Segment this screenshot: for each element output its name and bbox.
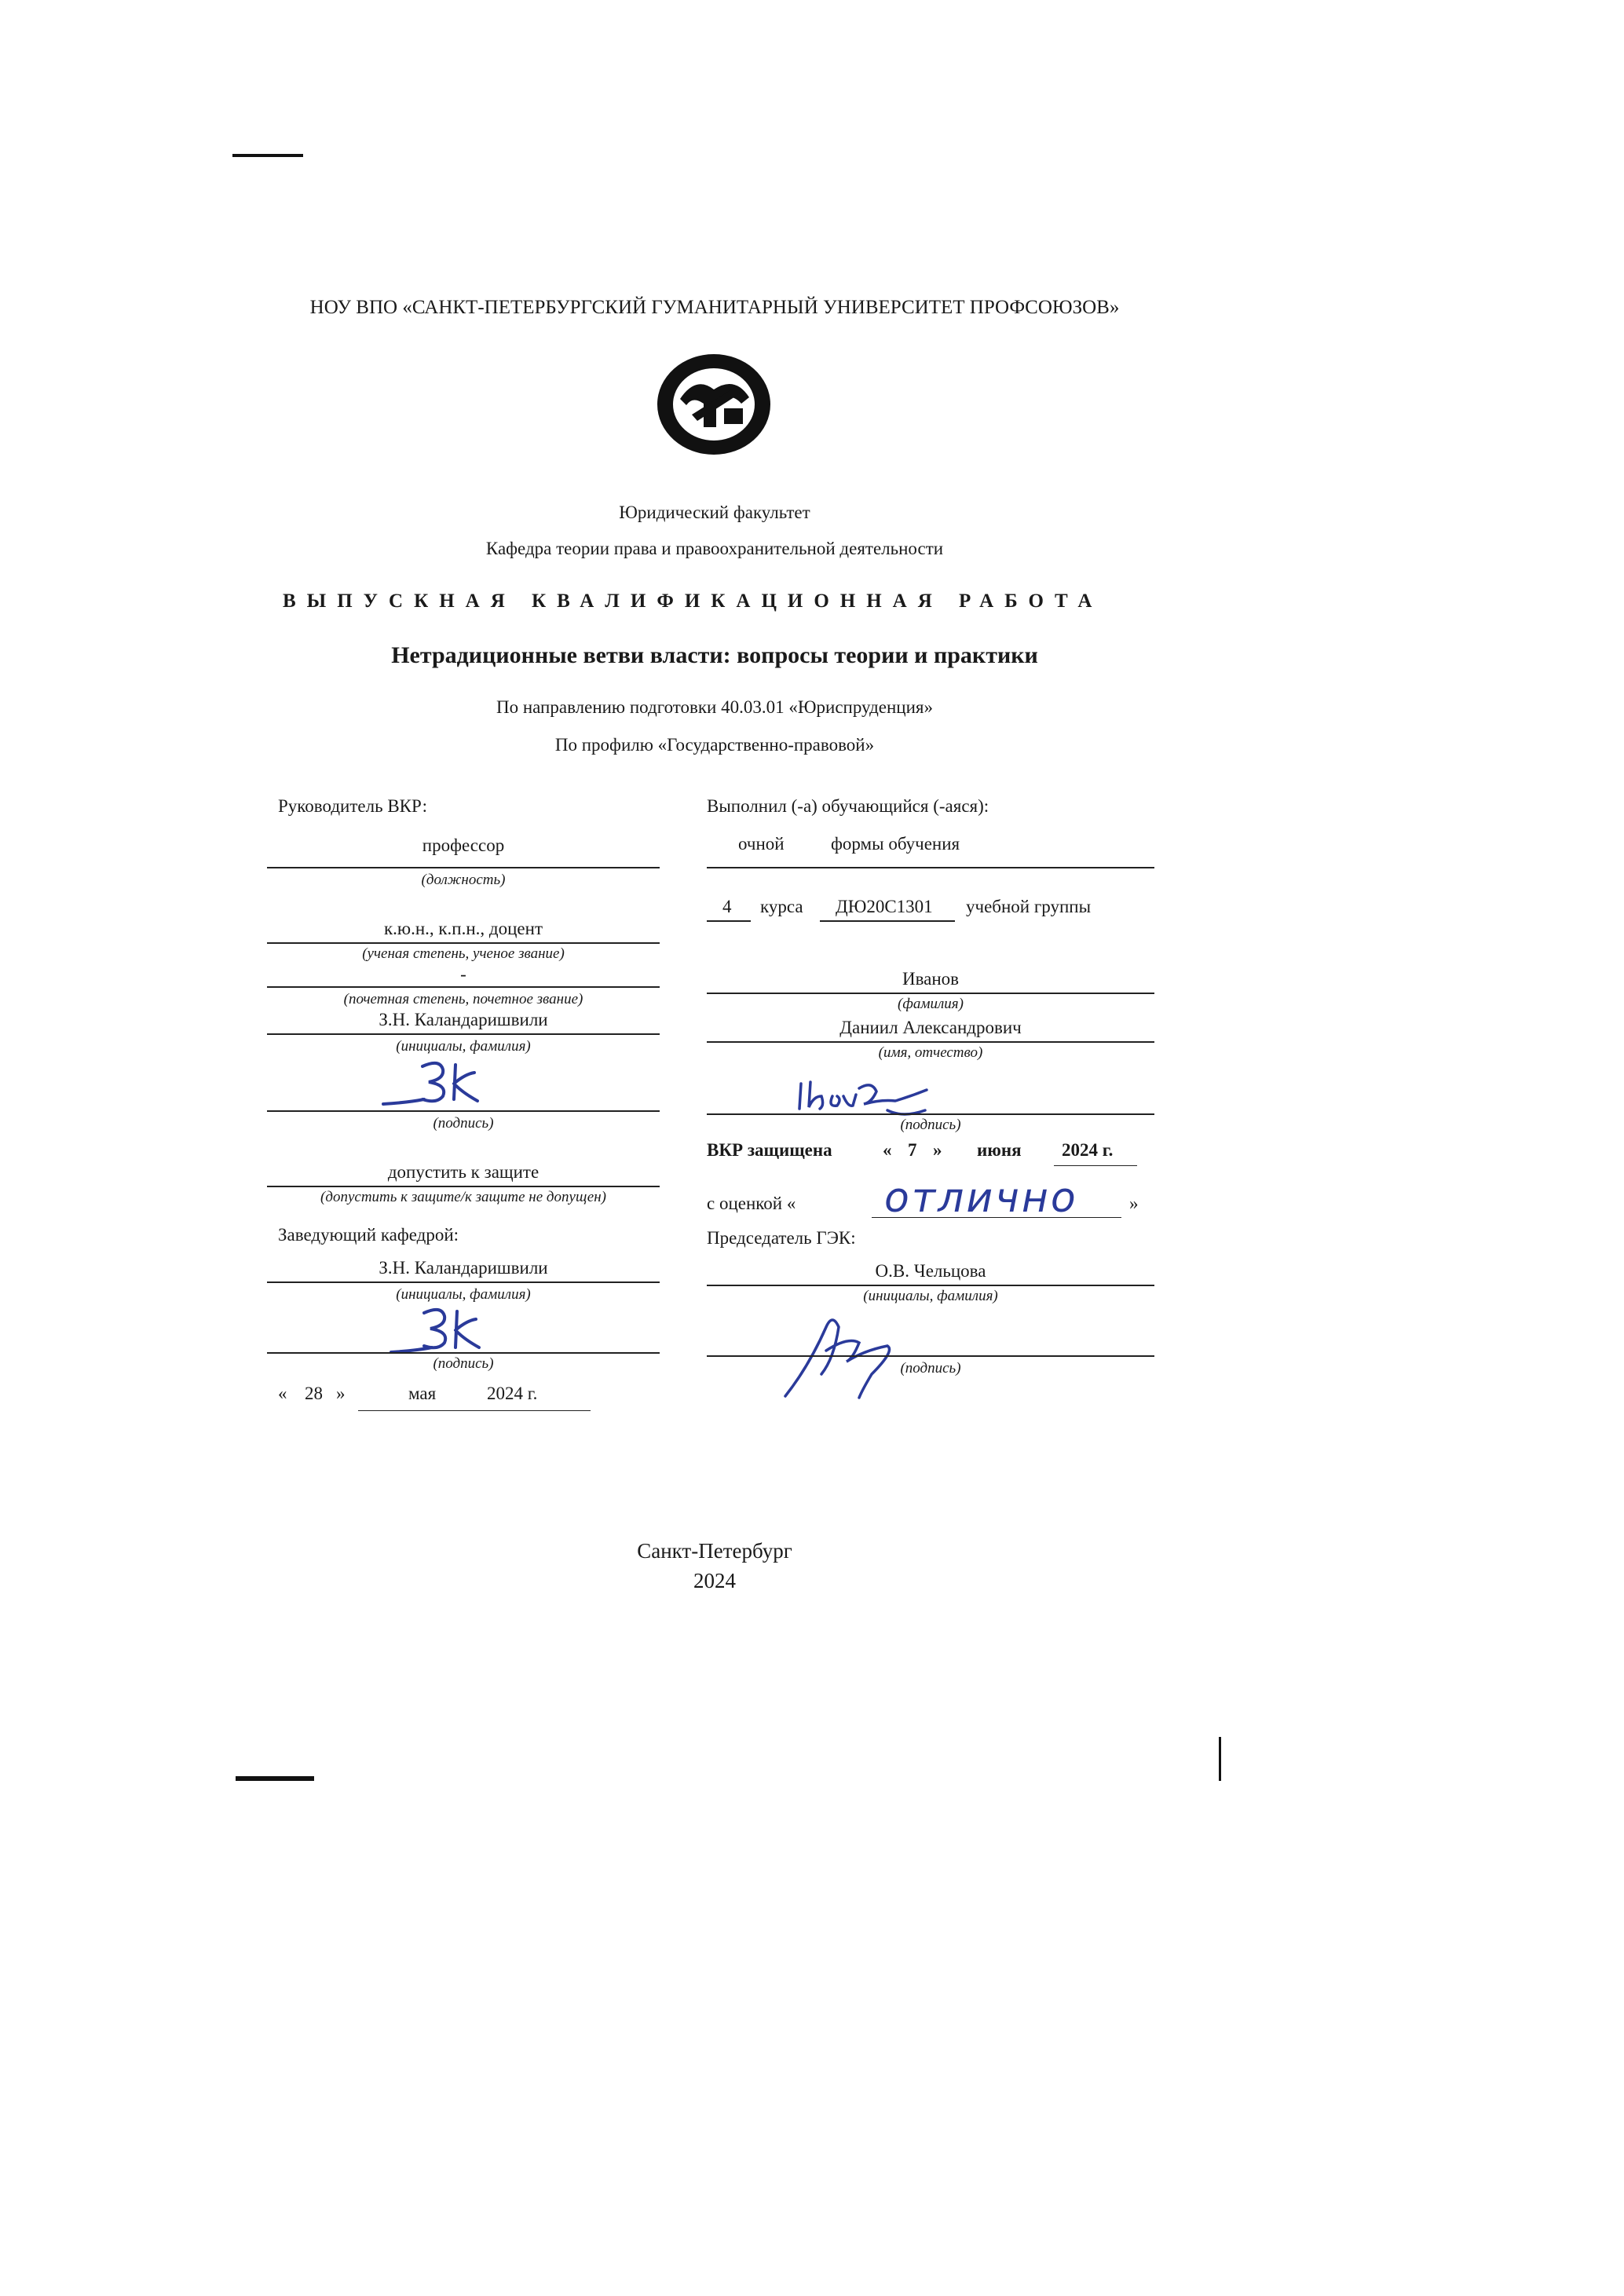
student-label: Выполнил (-а) обучающийся (-аяся): xyxy=(707,796,989,816)
defended-year: 2024 г. xyxy=(1062,1140,1114,1160)
supervisor-honorary: - xyxy=(460,964,466,984)
supervisor-position: профессор xyxy=(422,835,505,855)
city: Санкт-Петербург xyxy=(637,1539,792,1563)
chair-signature-caption: (подпись) xyxy=(900,1360,961,1377)
grade-close: » xyxy=(1129,1194,1139,1213)
honorary-caption: (почетная степень, почетное звание) xyxy=(343,991,583,1007)
supervisor-signature xyxy=(377,1058,510,1113)
work-type: ВЫПУСКНАЯ КВАЛИФИКАЦИОННАЯ РАБОТА xyxy=(283,590,1103,612)
group-label: учебной группы xyxy=(966,897,1092,916)
defended-open: « xyxy=(883,1140,892,1160)
faculty-name: Юридический факультет xyxy=(619,503,810,522)
scan-artifact-top xyxy=(232,154,303,157)
group-value: ДЮ20С1301 xyxy=(836,897,933,916)
grade-label: с оценкой « xyxy=(707,1194,796,1213)
defended-month: июня xyxy=(977,1140,1022,1160)
year: 2024 xyxy=(693,1569,736,1592)
supervisor-name: З.Н. Каландаришвили xyxy=(379,1010,548,1029)
chair-name-caption: (инициалы, фамилия) xyxy=(863,1288,998,1304)
study-form-value: очной xyxy=(738,834,785,854)
date-day: 28 xyxy=(305,1384,323,1403)
chair-label: Председатель ГЭК: xyxy=(707,1228,856,1248)
defended-day: 7 xyxy=(908,1140,917,1160)
chair-signature xyxy=(777,1296,935,1406)
student-surname: Иванов xyxy=(902,969,960,989)
head-signature-caption: (подпись) xyxy=(433,1355,494,1372)
student-signature-caption: (подпись) xyxy=(900,1117,961,1133)
grade-value: отлично xyxy=(884,1175,1078,1222)
admission-status: допустить к защите xyxy=(387,1162,540,1182)
signature-caption: (подпись) xyxy=(433,1115,494,1132)
date-month: мая xyxy=(408,1384,437,1403)
head-name: З.Н. Каландаришвили xyxy=(379,1258,548,1278)
head-name-caption: (инициалы, фамилия) xyxy=(396,1286,531,1303)
student-signature xyxy=(793,1073,935,1123)
course-label: курса xyxy=(760,897,803,916)
supervisor-label: Руководитель ВКР: xyxy=(278,796,428,816)
date-close: » xyxy=(336,1384,346,1403)
date-year: 2024 г. xyxy=(487,1384,538,1403)
study-direction: По направлению подготовки 40.03.01 «Юриспруденция» xyxy=(496,697,933,717)
scan-artifact-bottom-right xyxy=(1219,1737,1221,1781)
date-open: « xyxy=(278,1384,287,1403)
supervisor-degree: к.ю.н., к.п.н., доцент xyxy=(383,919,543,938)
admission-caption: (допустить к защите/к защите не допущен) xyxy=(320,1189,606,1205)
defended-label: ВКР защищена xyxy=(707,1140,832,1160)
given-name-caption: (имя, отчество) xyxy=(878,1044,983,1061)
study-form-label: формы обучения xyxy=(831,834,960,854)
head-label: Заведующий кафедрой: xyxy=(278,1225,459,1245)
position-caption: (должность) xyxy=(421,872,506,888)
chair-name: О.В. Чельцова xyxy=(875,1261,986,1281)
surname-caption: (фамилия) xyxy=(898,996,964,1012)
study-profile: По профилю «Государственно-правовой» xyxy=(554,735,875,755)
student-given-name: Даниил Александрович xyxy=(839,1018,1022,1037)
defended-close: » xyxy=(933,1140,942,1160)
department-name: Кафедра теории права и правоохранительной деятельности xyxy=(485,539,944,558)
course-value: 4 xyxy=(722,897,732,916)
name-caption: (инициалы, фамилия) xyxy=(396,1038,531,1055)
university-emblem-icon xyxy=(649,352,779,457)
scan-artifact-bottom-left xyxy=(236,1776,314,1781)
degree-caption: (ученая степень, ученое звание) xyxy=(362,945,565,962)
thesis-topic: Нетрадиционные ветви власти: вопросы теории и практики xyxy=(391,642,1038,668)
institution-name: НОУ ВПО «САНКТ-ПЕТЕРБУРГСКИЙ ГУМАНИТАРНЫЙ УНИВЕРСИТЕТ ПРОФСОЮЗОВ» xyxy=(309,297,1120,318)
